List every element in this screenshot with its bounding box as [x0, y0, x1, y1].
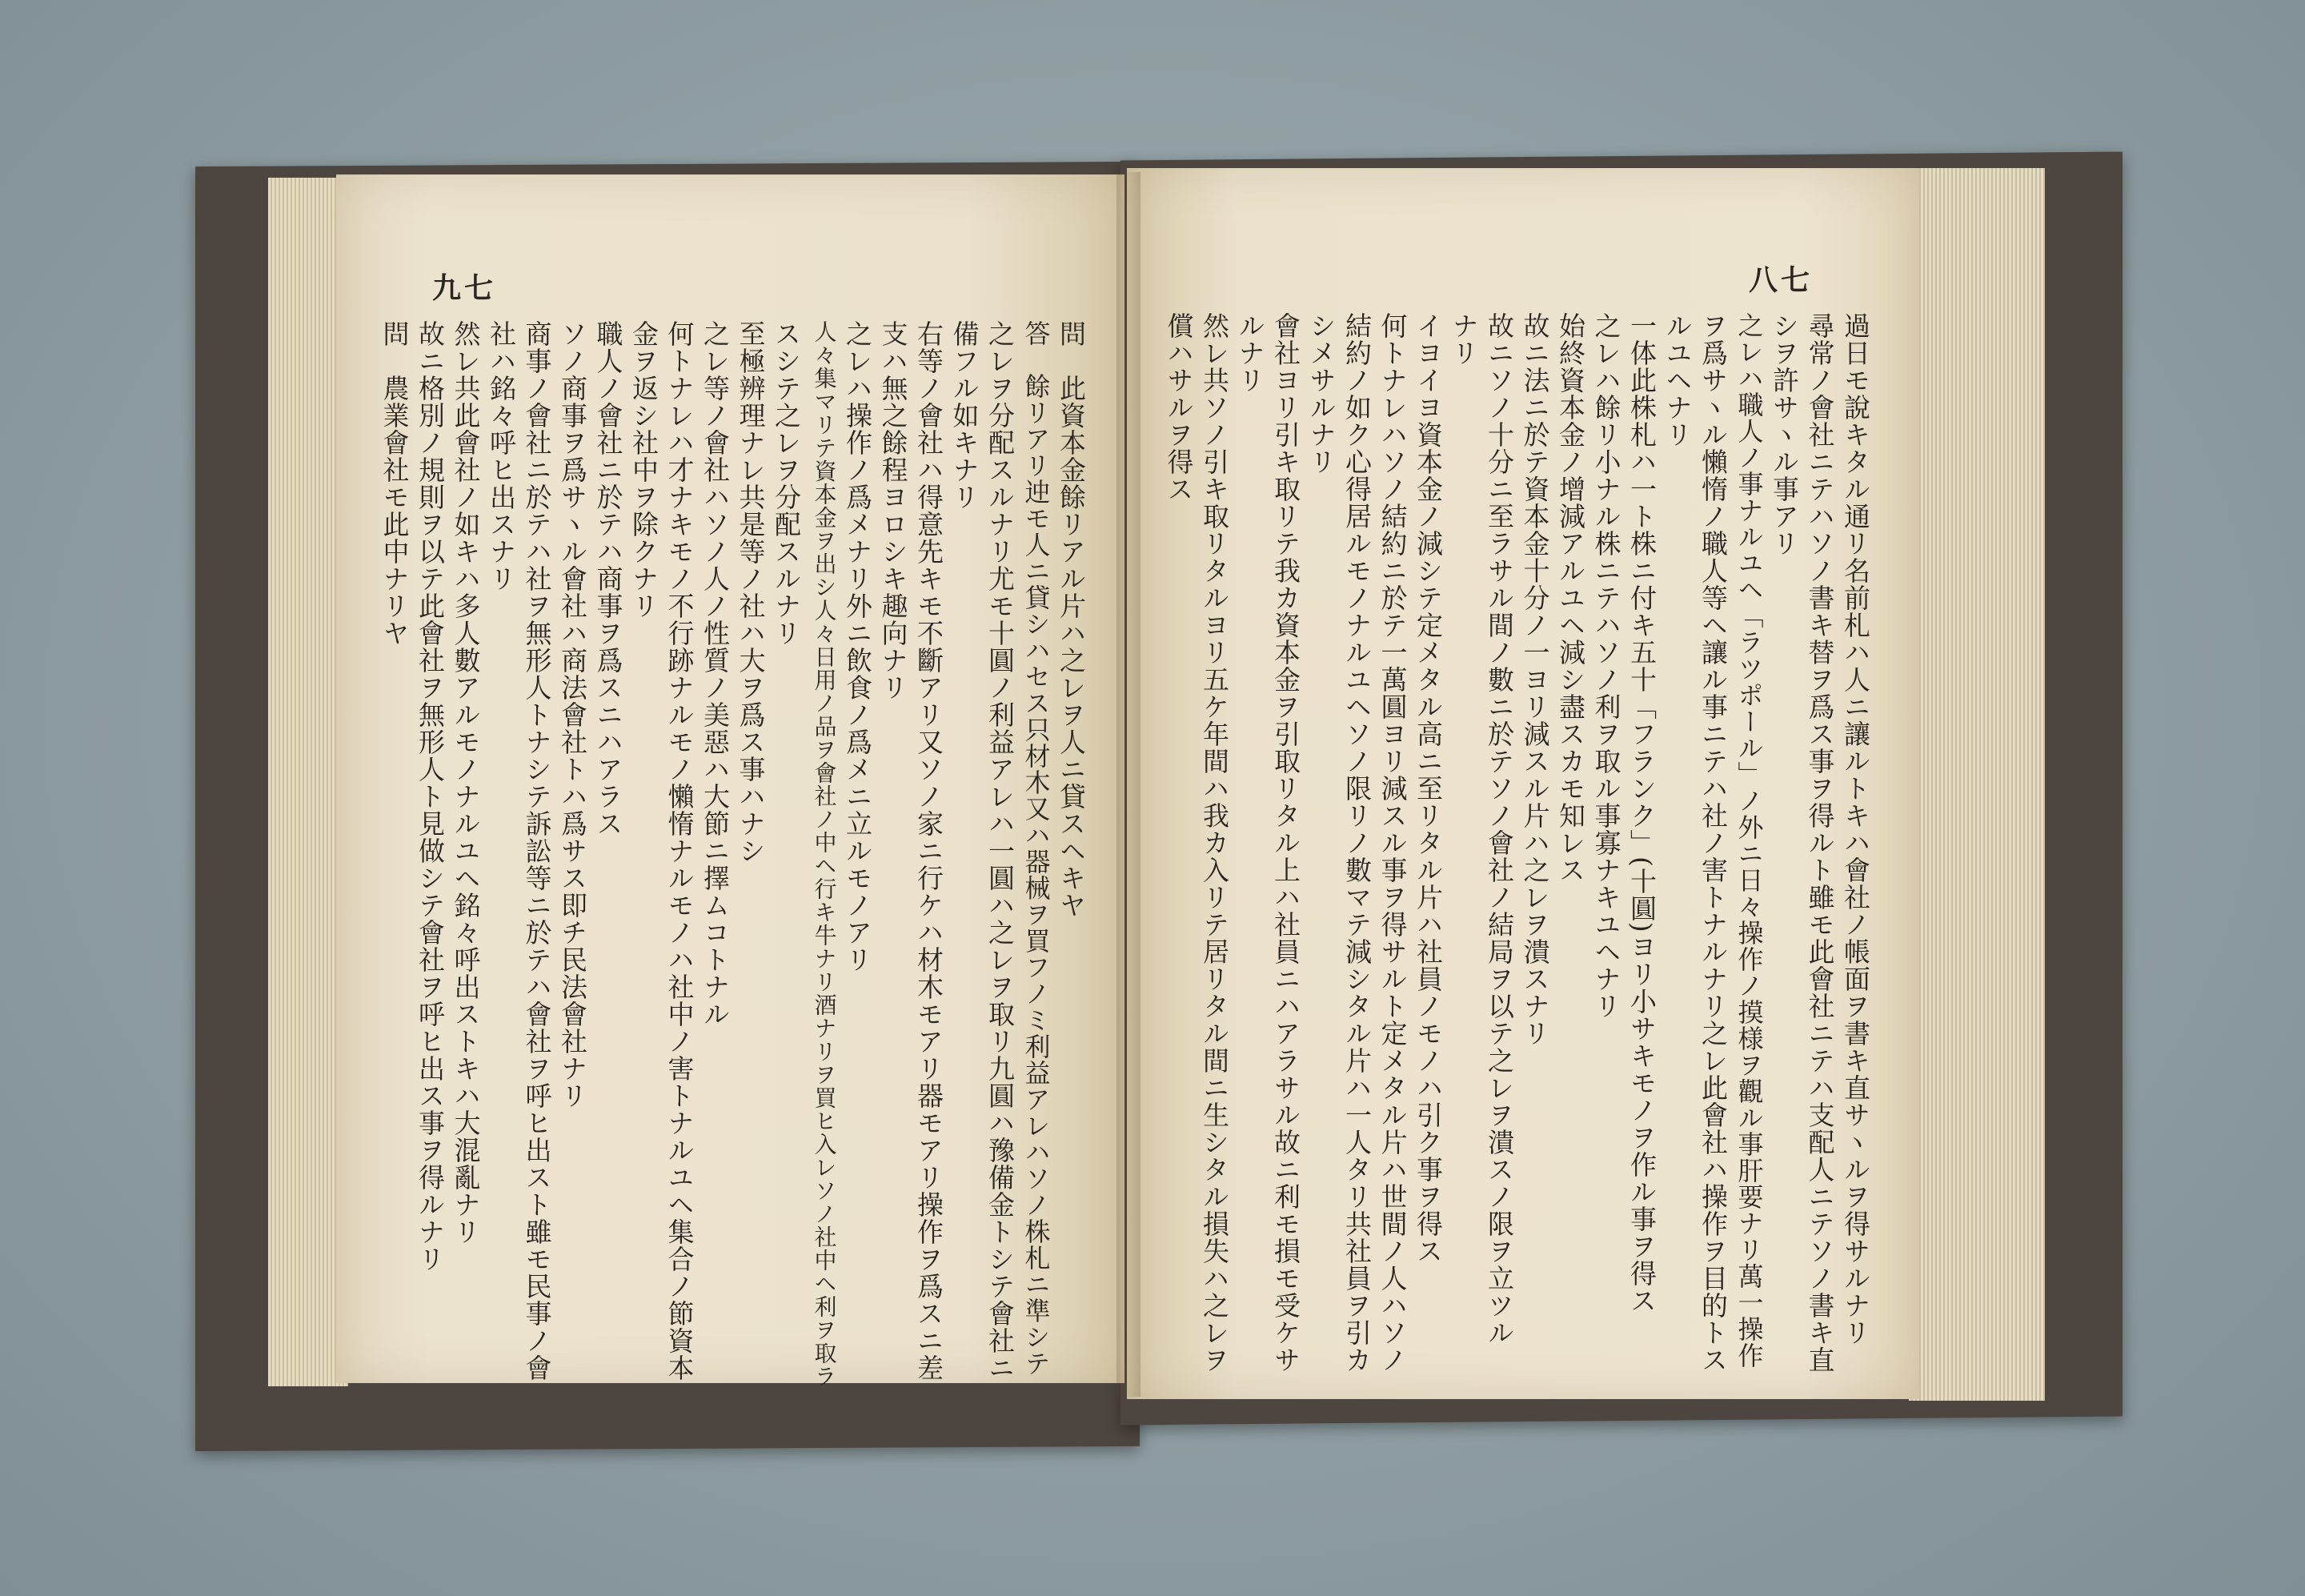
text-column: 至極辨理ナレ共是等ノ社ハ大ヲ爲ス事ハナシ	[735, 320, 767, 864]
text-column: 問 農業會社モ此中ナリヤ	[379, 320, 411, 647]
text-column: ルユヘナリ	[1662, 312, 1694, 448]
text-column: 之レハ操作ノ爲メナリ外ニ飲食ノ爲メニ立ルモノアリ	[842, 320, 873, 973]
text-column: 然レ共ソノ引キ取リタルヨリ五ケ年間ハ我カ入リテ居リタル間ニ生シタル損失ハ之レヲ	[1199, 312, 1230, 1373]
text-column: 商事ノ會社ニ於テハ社ヲ無形人トナシテ訴訟等ニ於テハ會社ヲ呼ヒ出スト雖モ民事ノ會	[521, 320, 553, 1381]
text-column: ヲ爲サヽル懶惰ノ職人等ヘ讓ル事ニテハ社ノ害トナルナリ之レ此會社ハ操作ヲ目的トス	[1698, 312, 1729, 1373]
text-column: 一体此株札ハ一ト株ニ付キ五十「フランク」(十圓)ヨリ小サキモノヲ作ル事ヲ得ス	[1626, 312, 1658, 1314]
page-edges-right	[1909, 168, 2045, 1401]
left-page-number: 九七	[432, 271, 497, 305]
text-column: 尋常ノ會社ニテハソノ書キ替ヲ爲ス事ヲ得ルト雖モ此會社ニテハ支配人ニテソノ書キ直	[1804, 312, 1836, 1373]
book-gutter	[1116, 172, 1140, 1397]
text-column: 人々集マリテ資本金ヲ出シ人々日用ノ品ヲ會社ノ中ヘ行キ牛ナリ酒ナリヲ買ヒ入レソノ社中ヘ利ヲ取ラ	[811, 320, 838, 1388]
text-column: 會社ヨリ引キ取リテ我カ資本金ヲ引取リタル上ハ社員ニハアラサル故ニ利モ損モ受ケサ	[1270, 312, 1301, 1373]
text-column: ナリ	[1448, 312, 1480, 367]
text-column: 答 餘リアリ迚モ人ニ貸シハセス只材木又ハ器械ヲ買フノミ利益アレハソノ株札ニ準シテ	[1020, 320, 1052, 1377]
text-column: 何トナレハソノ結約ニ於テ一萬圓ヨリ減スル事ヲ得サルト定メタル片ハ世間ノ人ハソノ	[1377, 312, 1409, 1373]
text-column: スシテ之レヲ分配スルナリ	[771, 320, 802, 647]
text-column: 結約ノ如ク心得居ルモノナルユヘソノ限リノ數マテ減シタル片ハ一人タリ共社員ヲ引カ	[1341, 312, 1373, 1373]
text-column: ソノ商事ヲ爲サヽル會社ハ商法會社トハ爲サス即チ民法會社ナリ	[557, 320, 588, 1109]
text-column: 金ヲ返シ社中ヲ除クナリ	[628, 320, 659, 620]
left-page-text	[364, 320, 1087, 1388]
right-page-text	[1148, 312, 1871, 1373]
text-column: 過日モ說キタル通リ名前札ハ人ニ讓ルトキハ會社ノ帳面ヲ書キ直サヽルヲ得サルナリ	[1840, 312, 1871, 1346]
text-column: シメサルナリ	[1305, 312, 1337, 475]
text-column: 之レ等ノ會社ハソノ人ノ性質ノ美惡ハ大節ニ擇ムコトナル	[700, 320, 731, 1028]
text-column: 始終資本金ノ增減アルユヘ減シ盡スカモ知レス	[1555, 312, 1586, 884]
text-column: 故ニソノ十分ニ至ラサル間ノ數ニ於テソノ會社ノ結局ヲ以テ之レヲ潰スノ限ヲ立ツル	[1484, 312, 1515, 1346]
text-column: 何トナレハ才ナキモノ不行跡ナルモノ懶惰ナルモノハ社中ノ害トナルユヘ集合ノ節資本	[663, 320, 696, 1381]
text-column: イヨイヨ資本金ノ減シテ定メタル高ニ至リタル片ハ社員ノモノハ引ク事ヲ得ス	[1413, 312, 1444, 1265]
right-page-number: 八七	[1749, 263, 1814, 297]
text-column: 故ニ格別ノ規則ヲ以テ此會社ヲ無形人ト見做シテ會社ヲ呼ヒ出ス事ヲ得ルナリ	[415, 320, 446, 1273]
text-column: 職人ノ會社ニ於テハ商事ヲ爲スニハアラス	[592, 320, 624, 837]
text-column: 社ハ銘々呼ヒ出スナリ	[486, 320, 517, 592]
text-column: 然レ共此會社ノ如キハ多人數アルモノナルユヘ銘々呼出ストキハ大混亂ナリ	[450, 320, 482, 1245]
text-column: 之レヲ分配スルナリ尤モ十圓ノ利益アレハ一圓ハ之レヲ取リ九圓ハ豫備金トシテ會社ニ	[984, 320, 1016, 1381]
text-column: 問 此資本金餘リアル片ハ之レヲ人ニ貸スヘキヤ	[1056, 320, 1087, 919]
text-column: シヲ許サヽル事アリ	[1769, 312, 1800, 557]
text-column: 支ハ無之餘程ヨロシキ趣向ナリ	[877, 320, 909, 701]
text-column: ルナリ	[1234, 312, 1266, 394]
text-column: 故ニ法ニ於テ資本金十分ノ一ヨリ減スル片ハ之レヲ潰スナリ	[1519, 312, 1551, 1047]
text-column: 備フル如キナリ	[948, 320, 980, 511]
text-column: 右等ノ會社ハ得意先キモ不斷アリ又ソノ家ニ行ケハ材木モアリ器モアリ操作ヲ爲スニ差	[913, 320, 944, 1381]
text-column: 之レハ餘リ小ナル株ニテハソノ利ヲ取ル事寡ナキユヘナリ	[1590, 312, 1622, 1020]
text-column: 之レハ職人ノ事ナルユヘ「ラツポール」ノ外ニ日々操作ノ摸様ヲ觀ル事肝要ナリ萬一操作	[1734, 312, 1765, 1369]
text-column: 償ハサルヲ得ス	[1163, 312, 1195, 503]
